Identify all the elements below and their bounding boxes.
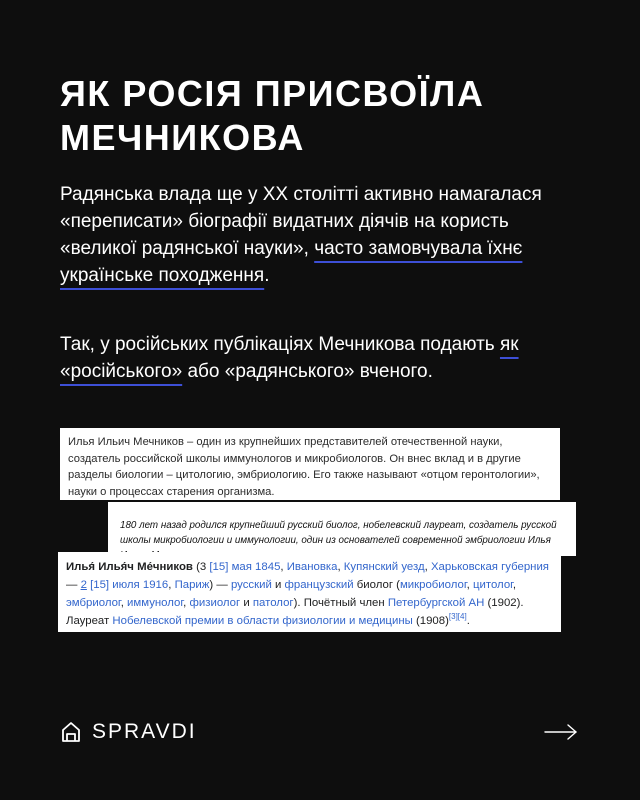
brand-name: SPRAVDI — [92, 720, 197, 743]
wiki-link[interactable]: Ивановка — [286, 561, 338, 573]
wiki-link[interactable]: иммунолог — [127, 597, 184, 609]
arrow-right-icon[interactable] — [544, 722, 578, 742]
wiki-text: , — [183, 597, 190, 609]
quote-2-text: 180 лет назад родился крупнейший русский биолог, нобелевский лауреат, создатель русской школы микробиологии и иммунологии, один из основателей современной эмбриологии Илья — [120, 520, 557, 546]
example-end: або «радянського» вченого. — [182, 361, 433, 382]
quote-card-2 — [108, 502, 576, 556]
wiki-link[interactable]: эмбриолог — [66, 597, 121, 609]
wiki-text: — — [66, 579, 81, 591]
wiki-text: , — [168, 579, 175, 591]
quote-1-text: Илья Ильич Мечников – один из крупнейших представителей отечественной науки, создатель российской школы иммунологов и микробиологов. Он внес вклад и в другие разделы биологии – цитологию, эмбриологию. Его также называют «отцом геронтологии», науки о процессах старения организма. — [68, 436, 540, 498]
wiki-text: ) — — [209, 579, 231, 591]
wiki-link[interactable]: русский — [230, 579, 272, 591]
wiki-text: биолог ( — [353, 579, 400, 591]
wiki-text: , — [120, 597, 128, 609]
intro-end: . — [264, 265, 270, 286]
wiki-link[interactable]: цитолог — [472, 579, 513, 591]
wiki-link[interactable]: физиолог — [189, 597, 241, 609]
wiki-link[interactable]: [15] — [209, 561, 229, 573]
wiki-text: . — [466, 615, 470, 627]
wiki-text: ). Почётный член — [293, 597, 388, 609]
wiki-text: , — [466, 579, 473, 591]
wiki-name: Илья́ Илья́ч Ме́чников — [66, 561, 193, 573]
intro-paragraph — [60, 181, 580, 289]
wiki-link[interactable]: Петербургской АН — [387, 597, 485, 609]
wiki-link[interactable]: мая 1845 — [231, 561, 281, 573]
wiki-link[interactable]: Купянский уезд — [343, 561, 425, 573]
wiki-text: и — [271, 579, 285, 591]
example-text: Так, у російських публікаціях Мечникова подають — [60, 334, 500, 355]
wiki-text: , — [512, 579, 517, 591]
wiki-link[interactable]: Париж — [174, 579, 210, 591]
page-title: ЯК РОСІЯ ПРИСВОЇЛА МЕЧНИКОВА — [60, 73, 485, 158]
wiki-text: и — [240, 597, 253, 609]
example-paragraph — [60, 331, 580, 385]
brand-logo — [60, 720, 197, 744]
wiki-text: (1902). Лауреат — [66, 597, 524, 627]
wiki-link[interactable]: [15] — [90, 579, 110, 591]
quote-card-3-wiki — [58, 552, 561, 632]
spravdi-logo-icon — [60, 720, 82, 744]
example-highlight: як «російського» — [60, 334, 519, 382]
wiki-link[interactable]: 2 — [80, 579, 87, 591]
wiki-link[interactable]: французский — [284, 579, 354, 591]
wiki-footnote[interactable]: [4] — [457, 612, 467, 622]
quote-card-1 — [60, 428, 560, 500]
wiki-footnote[interactable]: [3] — [448, 612, 458, 622]
wiki-text: , — [280, 561, 287, 573]
wiki-text: , — [424, 561, 431, 573]
wiki-text: (3 — [192, 561, 210, 573]
intro-highlight: часто замовчувала їхнє українське походження — [60, 238, 523, 286]
wiki-link[interactable]: июля 1916 — [112, 579, 169, 591]
wiki-link[interactable]: микробиолог — [399, 579, 467, 591]
wiki-link[interactable]: Нобелевской премии в области физиологии и медицины — [112, 615, 413, 627]
wiki-link[interactable]: Харьковская губерния — [430, 561, 549, 573]
wiki-link[interactable]: патолог — [252, 597, 294, 609]
wiki-text: (1908) — [412, 615, 449, 627]
intro-text: Радянська влада ще у ХХ столітті активно намагалася «переписати» біографії видатних діячів на користь «великої радянської науки», — [60, 184, 542, 259]
wiki-text: , — [337, 561, 344, 573]
